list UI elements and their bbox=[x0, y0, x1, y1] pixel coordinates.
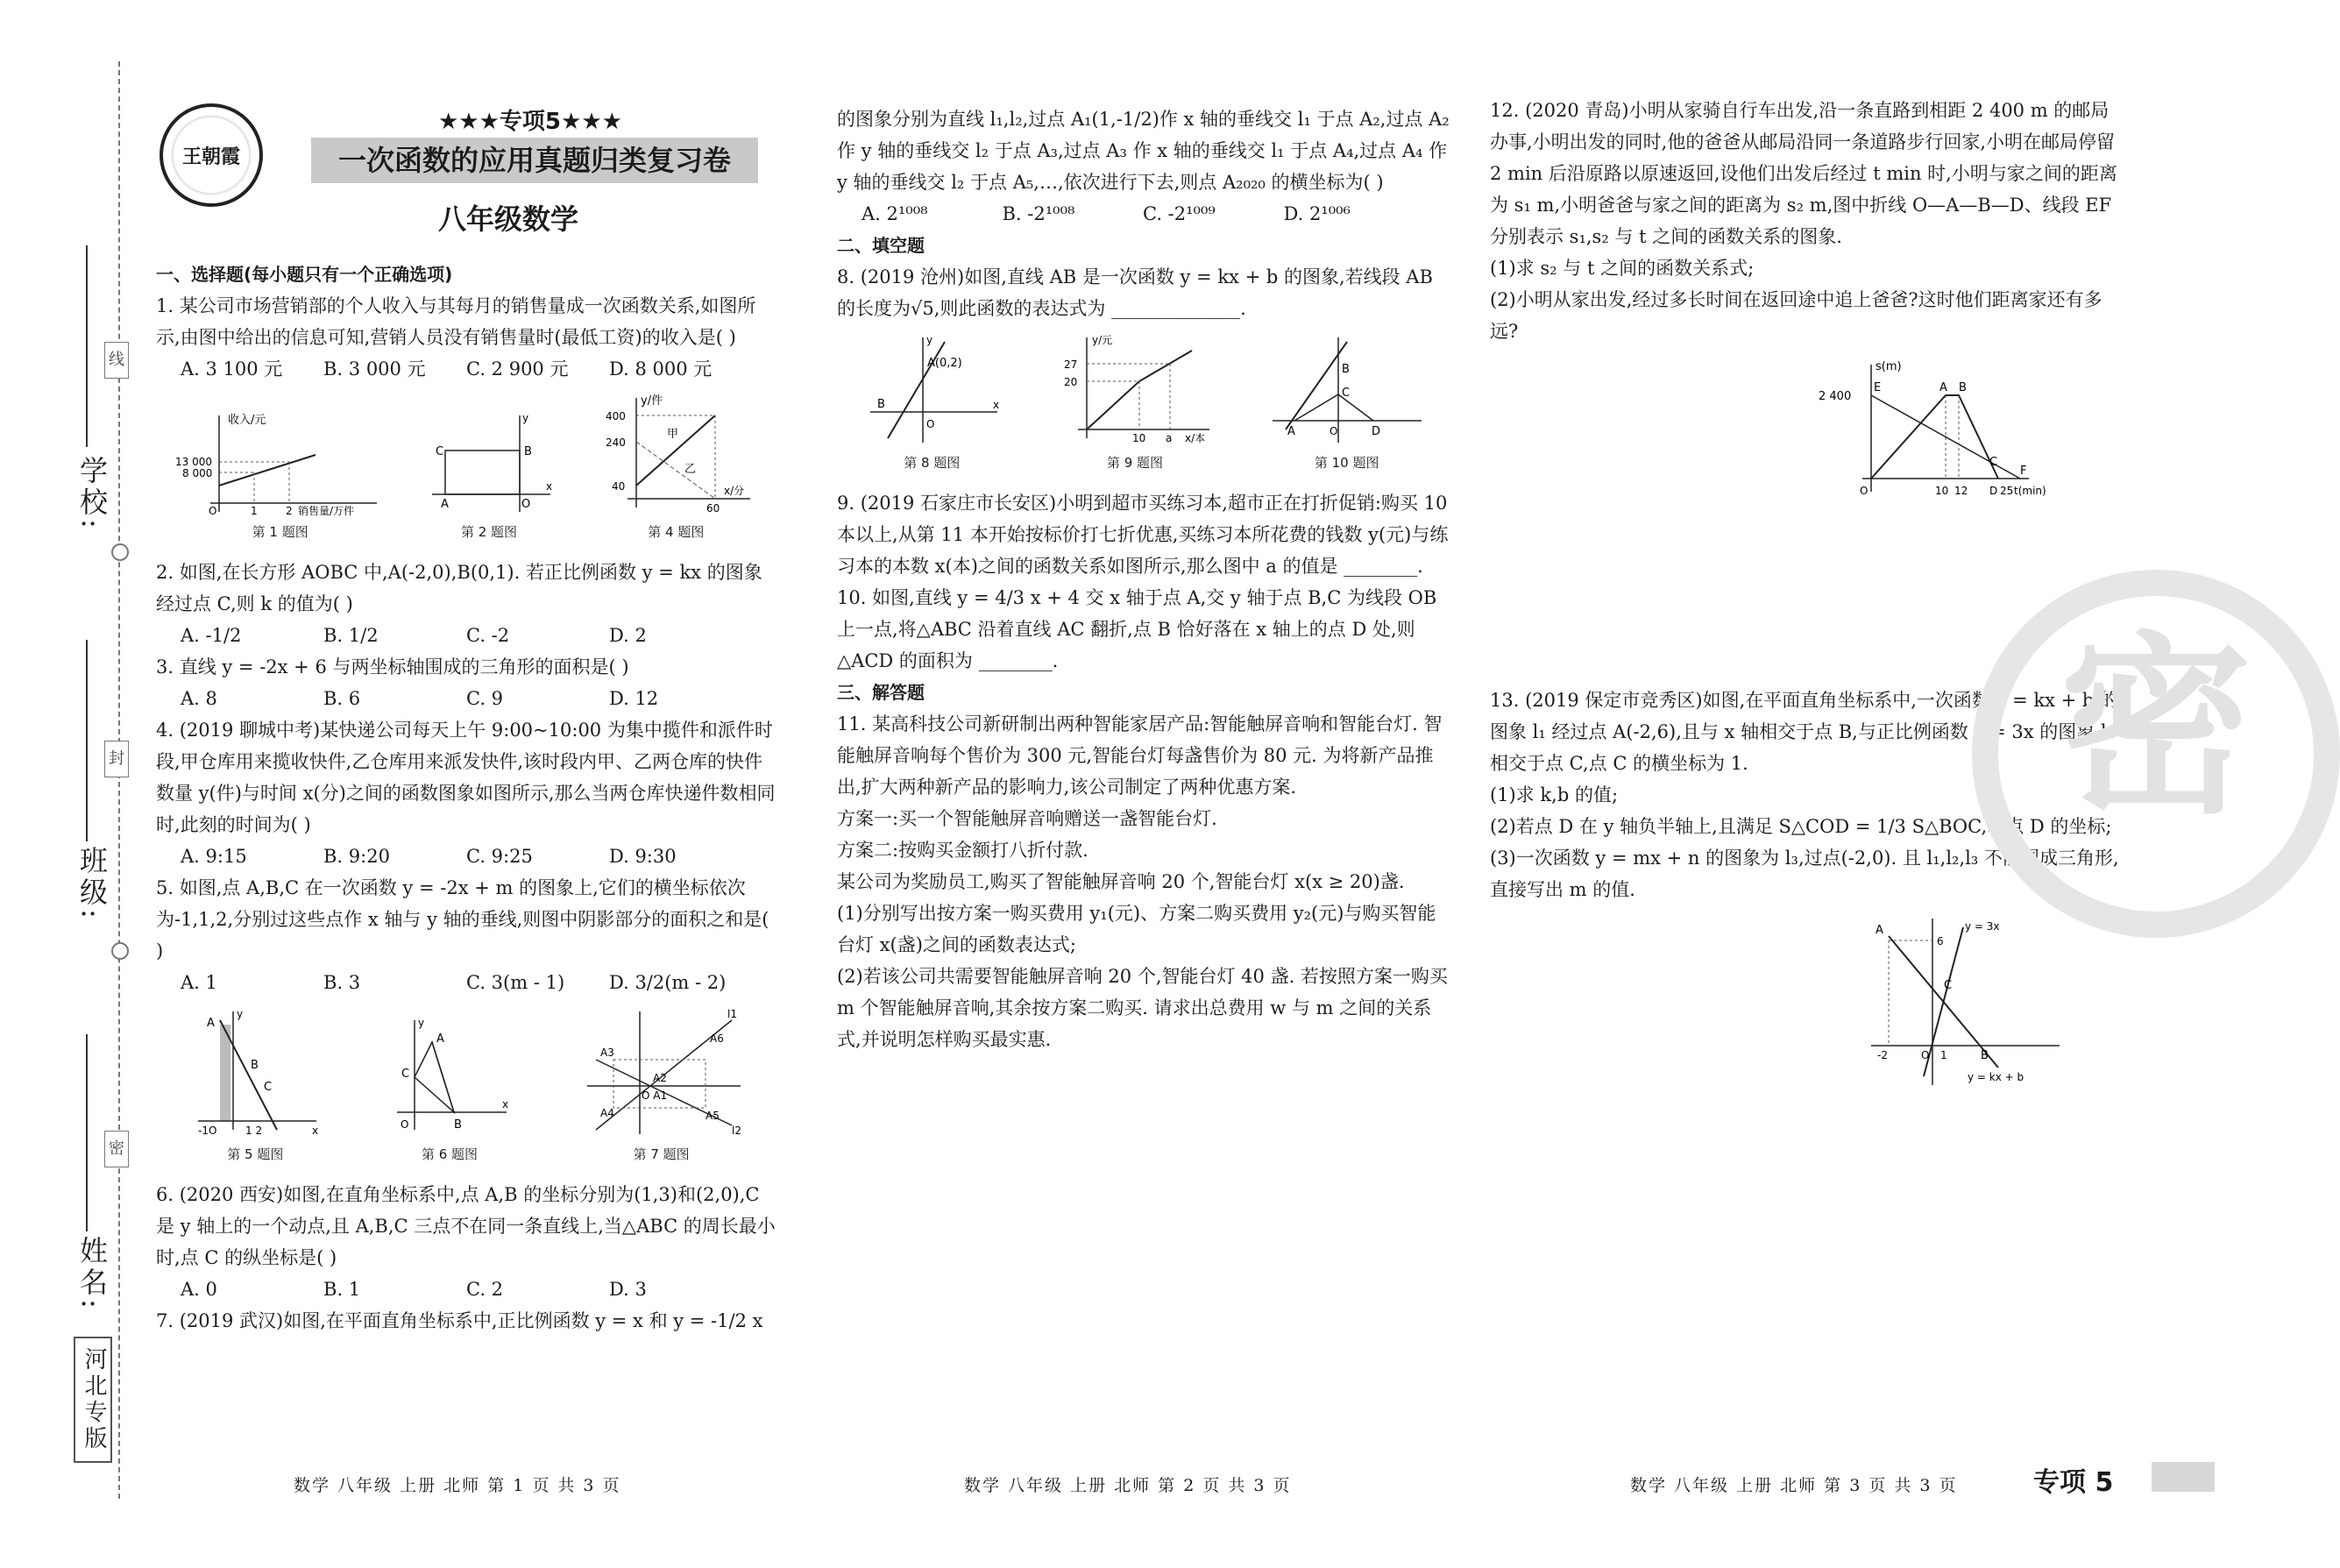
question-8: 8. (2019 沧州)如图,直线 AB 是一次函数 y = kx + b 的图象,若线段 AB 的长度为√5,则此函数的表达式为 ______________. bbox=[837, 266, 1433, 319]
svg-text:A: A bbox=[440, 498, 449, 511]
fig1-x2: 2 bbox=[285, 505, 293, 517]
svg-text:A6: A6 bbox=[709, 1032, 724, 1045]
fig12-xlabel: t(min) bbox=[2014, 485, 2046, 497]
fig8-caption: 第 8 题图 bbox=[904, 455, 961, 471]
question-11-intro: 11. 某高科技公司新研制出两种智能家居产品:智能触屏音响和智能台灯. 智能触屏音响每个售价为 300 元,智能台灯每盏售价为 80 元. 为将新产品推出,扩大两种新产品的影响力,该公司制定了两种优惠方案. bbox=[837, 713, 1443, 798]
binding-sidebar bbox=[0, 0, 153, 1568]
svg-text:B: B bbox=[1981, 1049, 1989, 1062]
fig4-ylabel: y/件 bbox=[641, 394, 663, 408]
option-a: A. 9:15 bbox=[181, 846, 247, 867]
special-topic-label: ★★★专项5★★★ bbox=[438, 109, 622, 135]
svg-text:y: y bbox=[926, 334, 933, 346]
svg-text:O: O bbox=[1329, 425, 1338, 437]
option-a: A. 2¹⁰⁰⁸ bbox=[862, 203, 928, 224]
figure-9-graph bbox=[1052, 333, 1218, 447]
fig5-caption: 第 5 题图 bbox=[227, 1146, 284, 1162]
fig9-y2: 20 bbox=[1063, 376, 1078, 388]
fig4-caption: 第 4 题图 bbox=[648, 524, 705, 540]
logo-text: 王朝霞 bbox=[181, 145, 240, 168]
svg-text:B: B bbox=[877, 398, 886, 411]
svg-text:C: C bbox=[435, 445, 444, 458]
figure-4-graph bbox=[592, 394, 759, 516]
fig12-ylabel: s(m) bbox=[1876, 360, 1902, 373]
edition-badge: 河北专版 bbox=[74, 1337, 112, 1463]
question-4: 4. (2019 聊城中考)某快递公司每天上午 9:00~10:00 为集中揽件和派件时段,甲仓库用来揽收快件,乙仓库用来派发快件,该时段内甲、乙两仓库的快件数量 y(件)与时间 x(分)之间的函数图象如图所示,那么当两仓库快递件数相同时,此刻的时间为( ) bbox=[156, 720, 776, 835]
fig13-y1: 6 bbox=[1937, 935, 1944, 947]
option-c: C. 2 bbox=[466, 1279, 504, 1300]
fig4-yi: 乙 bbox=[684, 463, 697, 476]
figure-7 bbox=[578, 1007, 745, 1170]
svg-text:C: C bbox=[1944, 979, 1953, 992]
option-a: A. 8 bbox=[181, 688, 217, 709]
section-answer-title: 三、解答题 bbox=[837, 682, 925, 703]
fig1-caption: 第 1 题图 bbox=[252, 524, 308, 540]
option-d: D. 3/2(m - 2) bbox=[609, 972, 727, 993]
figure-2-graph bbox=[423, 411, 555, 516]
svg-text:x: x bbox=[501, 1098, 509, 1110]
question-11-part1: (1)分别写出按方案一购买费用 y₁(元)、方案二购买费用 y₂(元)与购买智能台灯 x(盏)之间的函数表达式; bbox=[837, 903, 1436, 955]
svg-text:x: x bbox=[993, 399, 1000, 411]
figure-1-graph bbox=[175, 411, 386, 516]
option-d: D. 8 000 元 bbox=[609, 358, 713, 380]
svg-text:1 2: 1 2 bbox=[245, 1125, 263, 1137]
binding-hole bbox=[111, 543, 129, 561]
fig6-caption: 第 6 题图 bbox=[421, 1146, 479, 1162]
fig1-y2: 8 000 bbox=[181, 467, 213, 479]
column-1 bbox=[156, 259, 778, 1337]
name-label: 姓名: bbox=[75, 1236, 109, 1312]
svg-text:A4: A4 bbox=[599, 1107, 614, 1119]
fig12-x1: 10 bbox=[1935, 485, 1949, 497]
option-d: D. 2¹⁰⁰⁶ bbox=[1283, 203, 1351, 224]
option-b: B. 3 000 元 bbox=[323, 358, 426, 380]
fig9-ylabel: y/元 bbox=[1091, 334, 1113, 346]
footer-page-1: 数学 八年级 上册 北师 第 1 页 共 3 页 bbox=[294, 1476, 621, 1495]
seal-tag-feng: 封 bbox=[104, 741, 129, 777]
svg-text:E: E bbox=[1874, 381, 1882, 394]
svg-text:A2: A2 bbox=[652, 1072, 667, 1084]
option-a: A. 1 bbox=[181, 972, 217, 993]
figure-10 bbox=[1268, 333, 1426, 479]
fig13-l1: y = kx + b bbox=[1968, 1071, 2024, 1083]
svg-text:B: B bbox=[1959, 381, 1967, 394]
q3-options bbox=[156, 683, 778, 714]
svg-text:y: y bbox=[237, 1008, 244, 1020]
question-12-part1: (1)求 s₂ 与 t 之间的函数关系式; bbox=[1490, 258, 1755, 279]
q7-options bbox=[837, 198, 1450, 230]
figure-7-graph bbox=[578, 1007, 745, 1139]
question-6: 6. (2020 西安)如图,在直角坐标系中,点 A,B 的坐标分别为(1,3)和(2,0),C 是 y 轴上的一个动点,且 A,B,C 三点不在同一条直线上,当△ABC 的周长最小时,点 C 的纵坐标是( ) bbox=[156, 1184, 776, 1268]
seal-tag-mi: 密 bbox=[104, 1131, 129, 1167]
q2-options bbox=[156, 620, 778, 651]
topic-footer-label: 专项 5 bbox=[2033, 1467, 2114, 1498]
fig10-caption: 第 10 题图 bbox=[1314, 455, 1379, 471]
fig1-y1: 13 000 bbox=[174, 456, 212, 468]
fig2-caption: 第 2 题图 bbox=[460, 524, 518, 540]
svg-text:y: y bbox=[521, 412, 529, 424]
question-13-part1: (1)求 k,b 的值; bbox=[1490, 784, 1619, 805]
svg-text:x: x bbox=[312, 1125, 319, 1137]
svg-text:A: A bbox=[1939, 381, 1947, 394]
figure-13-graph bbox=[1867, 914, 2068, 1089]
option-b: B. 9:20 bbox=[323, 846, 390, 867]
svg-text:A: A bbox=[207, 1017, 216, 1030]
q1-options bbox=[156, 353, 778, 385]
fig13-x1: -2 bbox=[1877, 1049, 1888, 1061]
svg-text:B: B bbox=[453, 1118, 462, 1132]
question-9: 9. (2019 石家庄市长安区)小明到超市买练习本,超市正在打折促销:购买 10 本以上,从第 11 本开始按标价打七折优惠,买练习本所花费的钱数 y(元)与练习本的本数 x(本)之间的函数关系如图所示,那么图中 a 的值是 ________. bbox=[837, 493, 1449, 577]
svg-text:O: O bbox=[1921, 1049, 1930, 1061]
svg-text:x: x bbox=[545, 480, 553, 493]
figure-8 bbox=[862, 333, 1002, 479]
question-3: 3. 直线 y = -2x + 6 与两坐标轴围成的三角形的面积是( ) bbox=[156, 656, 629, 678]
fig1-origin: O bbox=[208, 505, 217, 517]
option-a: A. 3 100 元 bbox=[181, 358, 283, 380]
figure-2 bbox=[423, 411, 555, 548]
option-b: B. 1 bbox=[323, 1279, 361, 1300]
fig13-l2: y = 3x bbox=[1965, 920, 2000, 933]
class-label: 班级: bbox=[75, 846, 109, 922]
svg-text:l1: l1 bbox=[727, 1008, 737, 1020]
column-2 bbox=[837, 103, 1450, 1055]
figure-1 bbox=[175, 411, 386, 548]
figure-8-graph bbox=[862, 333, 1002, 447]
option-c: C. 2 900 元 bbox=[466, 358, 569, 380]
figure-6-graph bbox=[388, 1016, 511, 1139]
figure-row-1 bbox=[156, 394, 778, 548]
option-a: A. 0 bbox=[181, 1279, 217, 1300]
figure-13-row bbox=[1490, 914, 2121, 1089]
school-blank bbox=[86, 245, 88, 447]
question-12-part2: (2)小明从家出发,经过多长时间在返回途中追上爸爸?这时他们距离家还有多远? bbox=[1490, 289, 2102, 342]
question-13: 13. (2019 保定市竞秀区)如图,在平面直角坐标系中,一次函数 y = kx + b 的图象 l₁ 经过点 A(-2,6),且与 x 轴相交于点 B,与正比例函数 y = 3x 的图象 l₂ 相交于点 C,点 C 的横坐标为 1. bbox=[1490, 690, 2119, 774]
svg-text:C: C bbox=[264, 1081, 273, 1094]
figure-12-graph bbox=[1814, 356, 2046, 505]
svg-text:l2: l2 bbox=[731, 1125, 741, 1137]
fig8-a-label: A(0,2) bbox=[927, 357, 963, 370]
question-7-continued: 的图象分别为直线 l₁,l₂,过点 A₁(1,-1/2)作 x 轴的垂线交 l₁ 于点 A₂,过点 A₂ 作 y 轴的垂线交 l₂ 于点 A₃,过点 A₃ 作 x 轴的垂线交 l₁ 于点 A₄,过点 A₄ 作 y 轴的垂线交 l₂ 于点 A₅,…,依次进行下去,则点 A₂₀₂₀ 的横坐标为( ) bbox=[837, 109, 1450, 193]
option-c: C. 9:25 bbox=[466, 846, 533, 867]
question-7-start: 7. (2019 武汉)如图,在平面直角坐标系中,正比例函数 y = x 和 y = -1/2 x bbox=[156, 1310, 763, 1331]
option-c: C. 9 bbox=[466, 688, 504, 709]
option-a: A. -1/2 bbox=[181, 625, 242, 646]
svg-text:O: O bbox=[521, 498, 531, 511]
svg-text:-1O: -1O bbox=[198, 1125, 217, 1137]
fig9-xlabel: x/本 bbox=[1184, 432, 1206, 444]
fig1-x1: 1 bbox=[250, 505, 258, 517]
question-12: 12. (2020 青岛)小明从家骑自行车出发,沿一条直路到相距 2 400 m 的邮局办事,小明出发的同时,他的爸爸从邮局沿同一条道路步行回家,小明在邮局停留 2 min 后沿原路以原速返回,设他们出发后经过 t min 时,小明与家之间的距离为 s₁ m,小明爸爸与家之间的距离为 s₂ m,图中折线 O—A—B—D、线段 EF 分别表示 s₁,s₂ 与 t 之间的函数关系的图象. bbox=[1490, 100, 2117, 247]
footer-page-2: 数学 八年级 上册 北师 第 2 页 共 3 页 bbox=[964, 1476, 1292, 1495]
figure-4 bbox=[592, 394, 759, 548]
fig4-y1: 400 bbox=[606, 410, 627, 422]
svg-text:A: A bbox=[1876, 924, 1883, 937]
svg-text:C: C bbox=[401, 1068, 410, 1081]
option-c: C. -2¹⁰⁰⁹ bbox=[1143, 203, 1216, 224]
figure-6 bbox=[388, 1016, 511, 1170]
fig1-ylabel: 收入/元 bbox=[227, 414, 266, 427]
fig7-caption: 第 7 题图 bbox=[633, 1146, 690, 1162]
svg-text:A: A bbox=[1287, 425, 1295, 438]
class-blank bbox=[86, 640, 88, 841]
section-fill-title: 二、填空题 bbox=[837, 235, 925, 256]
fig9-x1: 10 bbox=[1131, 432, 1146, 444]
svg-text:B: B bbox=[1341, 363, 1350, 376]
svg-text:D: D bbox=[1371, 425, 1380, 438]
figure-5-graph bbox=[189, 1007, 321, 1139]
svg-text:O A1: O A1 bbox=[641, 1089, 667, 1102]
q6-options bbox=[156, 1274, 778, 1305]
question-5: 5. 如图,点 A,B,C 在一次函数 y = -2x + m 的图象上,它们的横坐标依次为-1,1,2,分别过这些点作 x 轴与 y 轴的垂线,则图中阴影部分的面积之和是( ) bbox=[156, 877, 769, 961]
fig4-xlabel: x/分 bbox=[724, 485, 745, 497]
option-c: C. 3(m - 1) bbox=[466, 972, 565, 993]
svg-text:A5: A5 bbox=[705, 1110, 720, 1122]
question-11-plan2: 方案二:按购买金额打八折付款. bbox=[837, 840, 1088, 861]
page-title: 一次函数的应用真题归类复习卷 bbox=[311, 138, 758, 183]
fig9-x2: a bbox=[1165, 432, 1173, 444]
fig12-x2: 12 bbox=[1954, 485, 1968, 497]
q4-options bbox=[156, 841, 778, 872]
figure-9 bbox=[1052, 333, 1218, 479]
figure-12 bbox=[1814, 356, 2046, 505]
option-b: B. 1/2 bbox=[323, 625, 379, 646]
question-2: 2. 如图,在长方形 AOBC 中,A(-2,0),B(0,1). 若正比例函数 y = kx 的图象经过点 C,则 k 的值为( ) bbox=[156, 562, 762, 614]
option-d: D. 3 bbox=[609, 1279, 647, 1300]
fig12-x3: 25 bbox=[2000, 485, 2014, 497]
name-blank bbox=[86, 1034, 88, 1231]
figure-12-row bbox=[1490, 356, 2121, 505]
svg-text:B: B bbox=[523, 445, 532, 458]
option-b: B. 3 bbox=[323, 972, 361, 993]
question-10: 10. 如图,直线 y = 4/3 x + 4 交 x 轴于点 A,交 y 轴于点 B,C 为线段 OB 上一点,将△ABC 沿着直线 AC 翻折,点 B 恰好落在 x 轴上的点 D 处,则△ACD 的面积为 ________. bbox=[837, 587, 1437, 671]
option-b: B. -2¹⁰⁰⁸ bbox=[1002, 203, 1075, 224]
fig4-y3: 40 bbox=[612, 480, 626, 493]
svg-text:C: C bbox=[1341, 387, 1350, 400]
column-3 bbox=[1490, 95, 2121, 1098]
svg-text:D: D bbox=[1989, 485, 1998, 497]
figure-13 bbox=[1867, 914, 2068, 1089]
svg-text:C: C bbox=[1989, 456, 1998, 469]
fig9-caption: 第 9 题图 bbox=[1106, 455, 1164, 471]
svg-text:A: A bbox=[436, 1032, 444, 1046]
cut-line bbox=[118, 61, 120, 1499]
binding-hole bbox=[111, 942, 129, 960]
svg-text:B: B bbox=[251, 1059, 259, 1072]
question-1: 1. 某公司市场营销部的个人收入与其每月的销售量成一次函数关系,如图所示,由图中给出的信息可知,营销人员没有销售量时(最低工资)的收入是( ) bbox=[156, 295, 756, 348]
question-13-part3: (3)一次函数 y = mx + n 的图象为 l₃,过点(-2,0). 且 l₁,l₂,l₃ 不能围成三角形,直接写出 m 的值. bbox=[1490, 848, 2119, 900]
figure-5 bbox=[189, 1007, 321, 1170]
figure-row-2 bbox=[156, 1007, 778, 1170]
option-d: D. 2 bbox=[609, 625, 647, 646]
figure-10-graph bbox=[1268, 333, 1426, 447]
svg-text:O: O bbox=[400, 1118, 409, 1131]
fig4-x1: 60 bbox=[706, 502, 720, 514]
seal-watermark: 密 bbox=[1972, 570, 2340, 938]
section-choice-title: 一、选择题(每小题只有一个正确选项) bbox=[156, 264, 453, 285]
footer-page-3: 数学 八年级 上册 北师 第 3 页 共 3 页 bbox=[1630, 1476, 1958, 1495]
brand-logo bbox=[160, 103, 263, 207]
option-d: D. 12 bbox=[609, 688, 659, 709]
question-11-part2: (2)若该公司共需要智能触屏音响 20 个,智能台灯 40 盏. 若按照方案一购买 m 个智能触屏音响,其余按方案二购买. 请求出总费用 w 与 m 之间的关系式,并说明怎样购买最实惠. bbox=[837, 966, 1448, 1050]
fig4-jia: 甲 bbox=[667, 428, 679, 441]
svg-text:F: F bbox=[2020, 465, 2027, 478]
svg-text:O: O bbox=[926, 418, 935, 430]
question-11-setup: 某公司为奖励员工,购买了智能触屏音响 20 个,智能台灯 x(x ≥ 20)盏. bbox=[837, 871, 1405, 892]
fig4-y2: 240 bbox=[606, 436, 627, 449]
option-c: C. -2 bbox=[466, 625, 510, 646]
question-11-plan1: 方案一:买一个智能触屏音响赠送一盏智能台灯. bbox=[837, 808, 1217, 829]
figure-row-3 bbox=[837, 333, 1450, 479]
q5-options bbox=[156, 967, 778, 998]
page-subtitle: 八年级数学 bbox=[438, 202, 579, 236]
fig9-y1: 27 bbox=[1063, 358, 1078, 371]
footer-decoration bbox=[2152, 1462, 2215, 1492]
fig13-x2: 1 bbox=[1940, 1049, 1947, 1061]
fig12-y1: 2 400 bbox=[1819, 390, 1852, 403]
seal-tag-xian: 线 bbox=[104, 342, 129, 379]
fig1-xlabel: 销售量/万件 bbox=[297, 505, 354, 517]
svg-text:A3: A3 bbox=[599, 1047, 614, 1059]
question-13-part2: (2)若点 D 在 y 轴负半轴上,且满足 S△COD = 1/3 S△BOC,求点 D 的坐标; bbox=[1490, 816, 2112, 837]
option-d: D. 9:30 bbox=[609, 846, 677, 867]
svg-text:O: O bbox=[1860, 485, 1868, 497]
svg-text:y: y bbox=[417, 1017, 425, 1029]
option-b: B. 6 bbox=[323, 688, 361, 709]
school-label: 学校: bbox=[75, 456, 109, 532]
